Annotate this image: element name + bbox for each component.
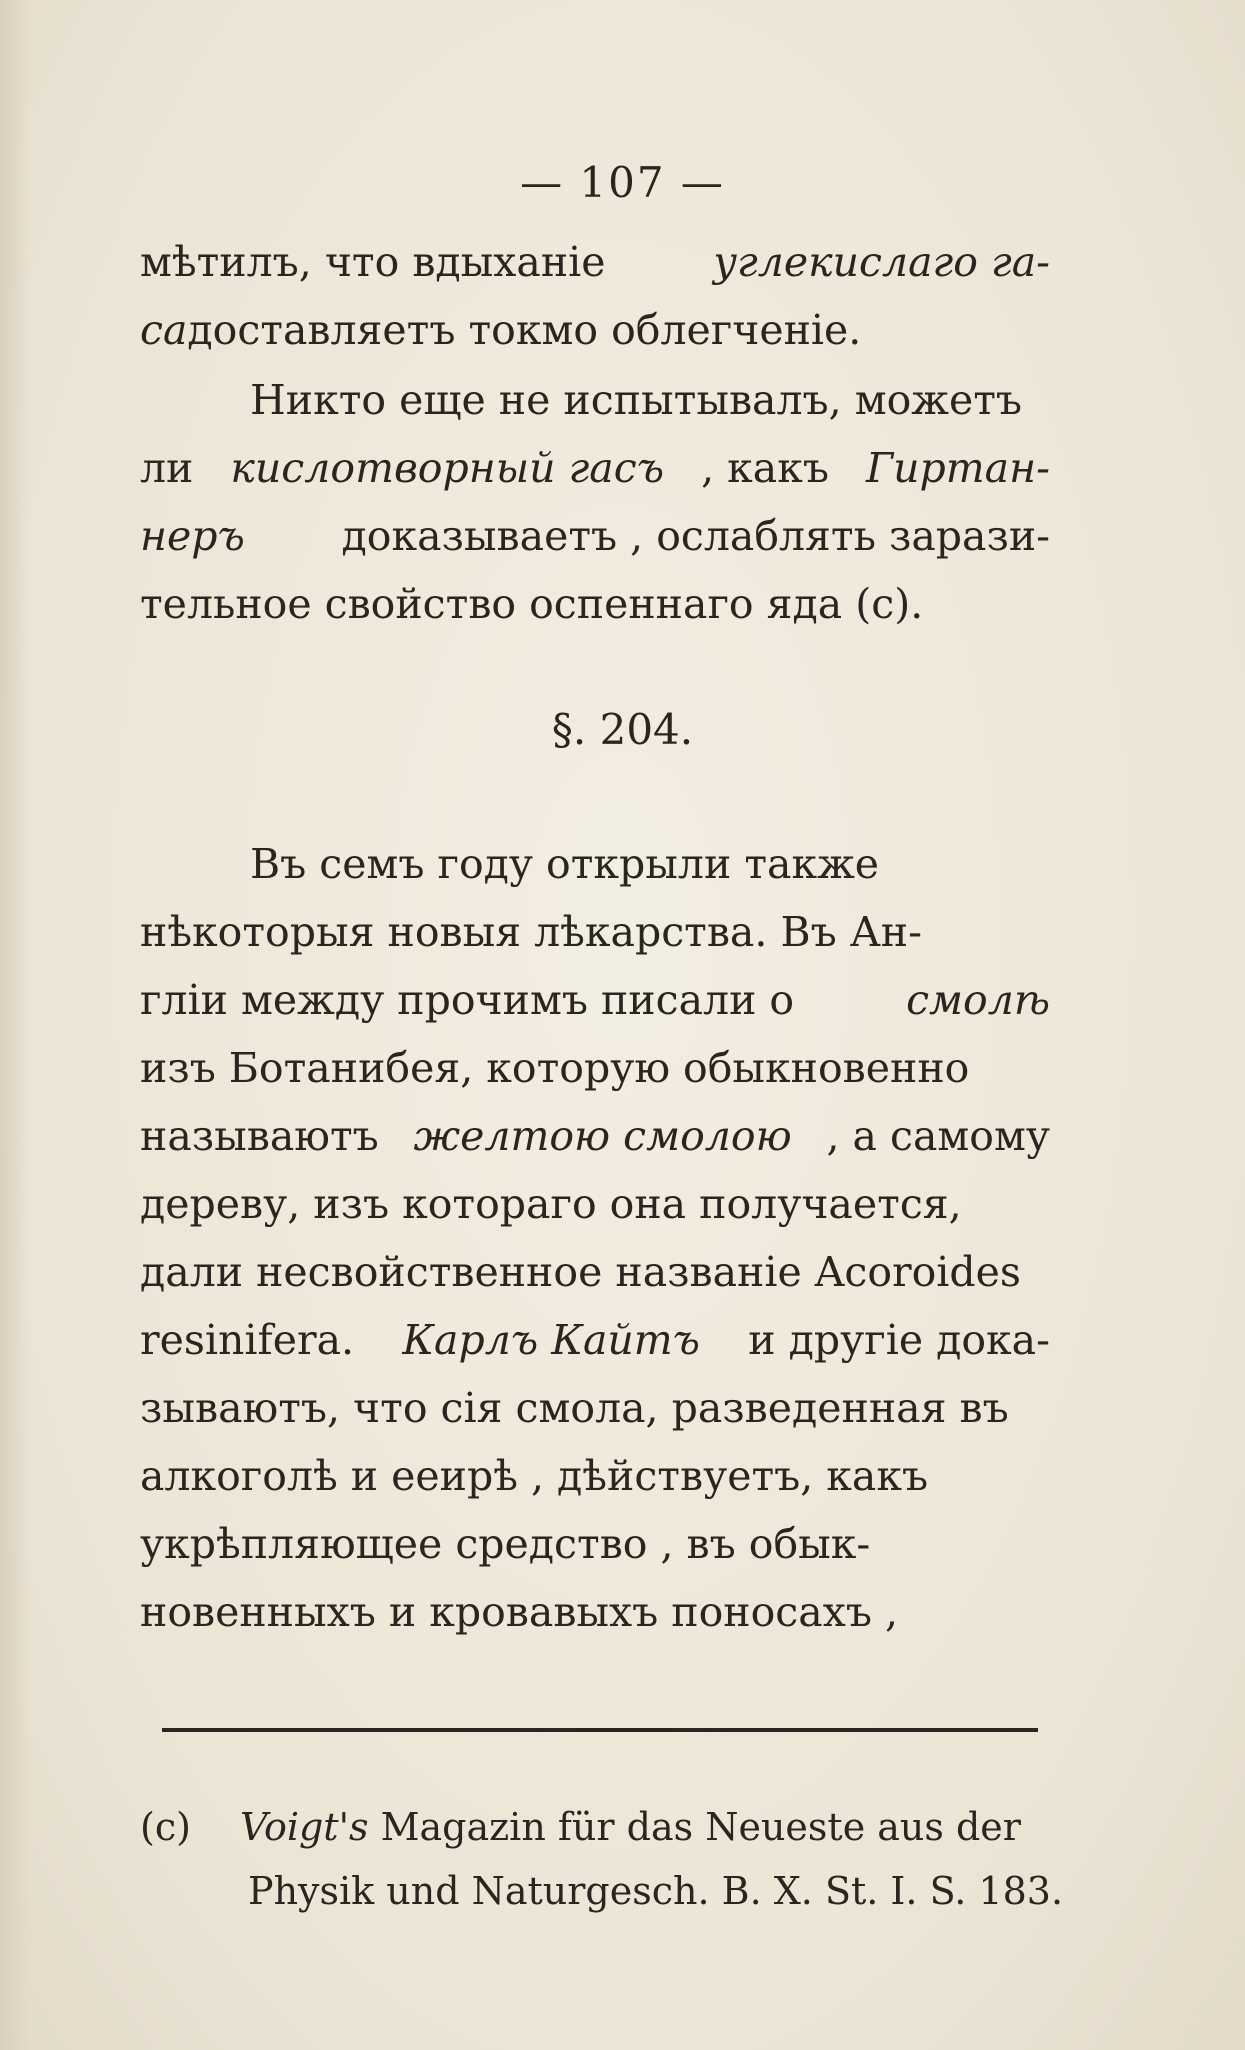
emphasis-text: са: [140, 306, 188, 354]
text-line: [140, 1442, 1050, 1510]
footnote-text-1: [240, 1795, 1021, 1859]
text-line: [140, 228, 1050, 296]
text-line: [140, 1238, 1050, 1306]
section-heading: §. 204.: [551, 705, 694, 754]
page-gutter-shadow: [0, 0, 30, 2050]
text-span: изъ Ботанибея, которую обыкновенно: [140, 1044, 970, 1092]
text-line: [140, 966, 1050, 1034]
paragraph-2: [140, 366, 1050, 638]
text-span: доставляетъ токмо облегченіе.: [187, 306, 862, 354]
text-line: [140, 898, 1050, 966]
text-span: Никто еще не испытывалъ, можетъ: [250, 376, 1023, 424]
text-span: алкоголѣ и ееирѣ , дѣйствуетъ, какъ: [140, 1452, 929, 1500]
page-number: — 107 —: [520, 158, 725, 207]
text-span: укрѣпляющее средство , въ обык-: [140, 1520, 871, 1568]
text-line: [140, 1374, 1050, 1442]
text-line: [140, 366, 1050, 434]
text-line: [140, 434, 1050, 502]
text-line: [140, 1102, 1050, 1170]
text-span: новенныхъ и кровавыхъ поносахъ ,: [140, 1588, 898, 1636]
footnote-rule: [162, 1728, 1038, 1732]
emphasis-text: неръ: [140, 512, 245, 560]
text-span: доказываетъ , ослаблять зарази-: [341, 512, 1050, 560]
emphasis-text: Карлъ Кайтъ: [402, 1316, 700, 1364]
text-line: [140, 1306, 1050, 1374]
text-line: [140, 1170, 1050, 1238]
paragraph-3: [140, 830, 1050, 1646]
text-span: тельное свойство оспеннаго яда (с).: [140, 580, 924, 628]
footnote: [140, 1795, 1064, 1923]
text-line: [140, 1578, 1050, 1646]
text-span: Въ семъ году открыли также: [250, 840, 880, 888]
text-span: мѣтилъ, что вдыханіе: [140, 238, 606, 286]
emphasis-text: Voigt's: [240, 1805, 369, 1849]
text-span: и другіе дока-: [748, 1316, 1050, 1364]
text-span: зываютъ, что сія смола, разведенная въ: [140, 1384, 1009, 1432]
text-span: resinifera.: [140, 1316, 355, 1364]
text-span: , какъ: [701, 444, 829, 492]
paragraph-1: [140, 228, 1050, 364]
emphasis-text: кислотворный гасъ: [230, 444, 665, 492]
footnote-text-2: Physik und Naturgesch. B. X. St. I. S. 183.: [248, 1869, 1064, 1913]
emphasis-text: Гиртан-: [865, 444, 1050, 492]
text-line: [140, 1034, 1050, 1102]
emphasis-text: смолѣ: [906, 976, 1050, 1024]
text-line: [140, 502, 1050, 570]
text-line: [140, 1510, 1050, 1578]
text-span: дереву, изъ котораго она получается,: [140, 1180, 962, 1228]
text-line: [140, 296, 1050, 364]
text-span: , а самому: [826, 1112, 1050, 1160]
text-span: Magazin für das Neueste aus der: [368, 1805, 1021, 1849]
text-line: [140, 830, 1050, 898]
emphasis-text: углекислаго га-: [713, 238, 1050, 286]
text-line: [140, 570, 1050, 638]
text-span: ли: [140, 444, 194, 492]
footnote-line-2: [140, 1859, 1064, 1923]
footnote-line-1: [140, 1795, 1060, 1859]
text-span: дали несвойственное названіе Acoroides: [140, 1248, 1021, 1296]
footnote-mark: (c): [140, 1805, 191, 1849]
text-span: нѣкоторыя новыя лѣкарства. Въ Ан-: [140, 908, 922, 956]
text-span: гліи между прочимъ писали о: [140, 976, 795, 1024]
text-span: называютъ: [140, 1112, 379, 1160]
emphasis-text: желтою смолою: [413, 1112, 792, 1160]
